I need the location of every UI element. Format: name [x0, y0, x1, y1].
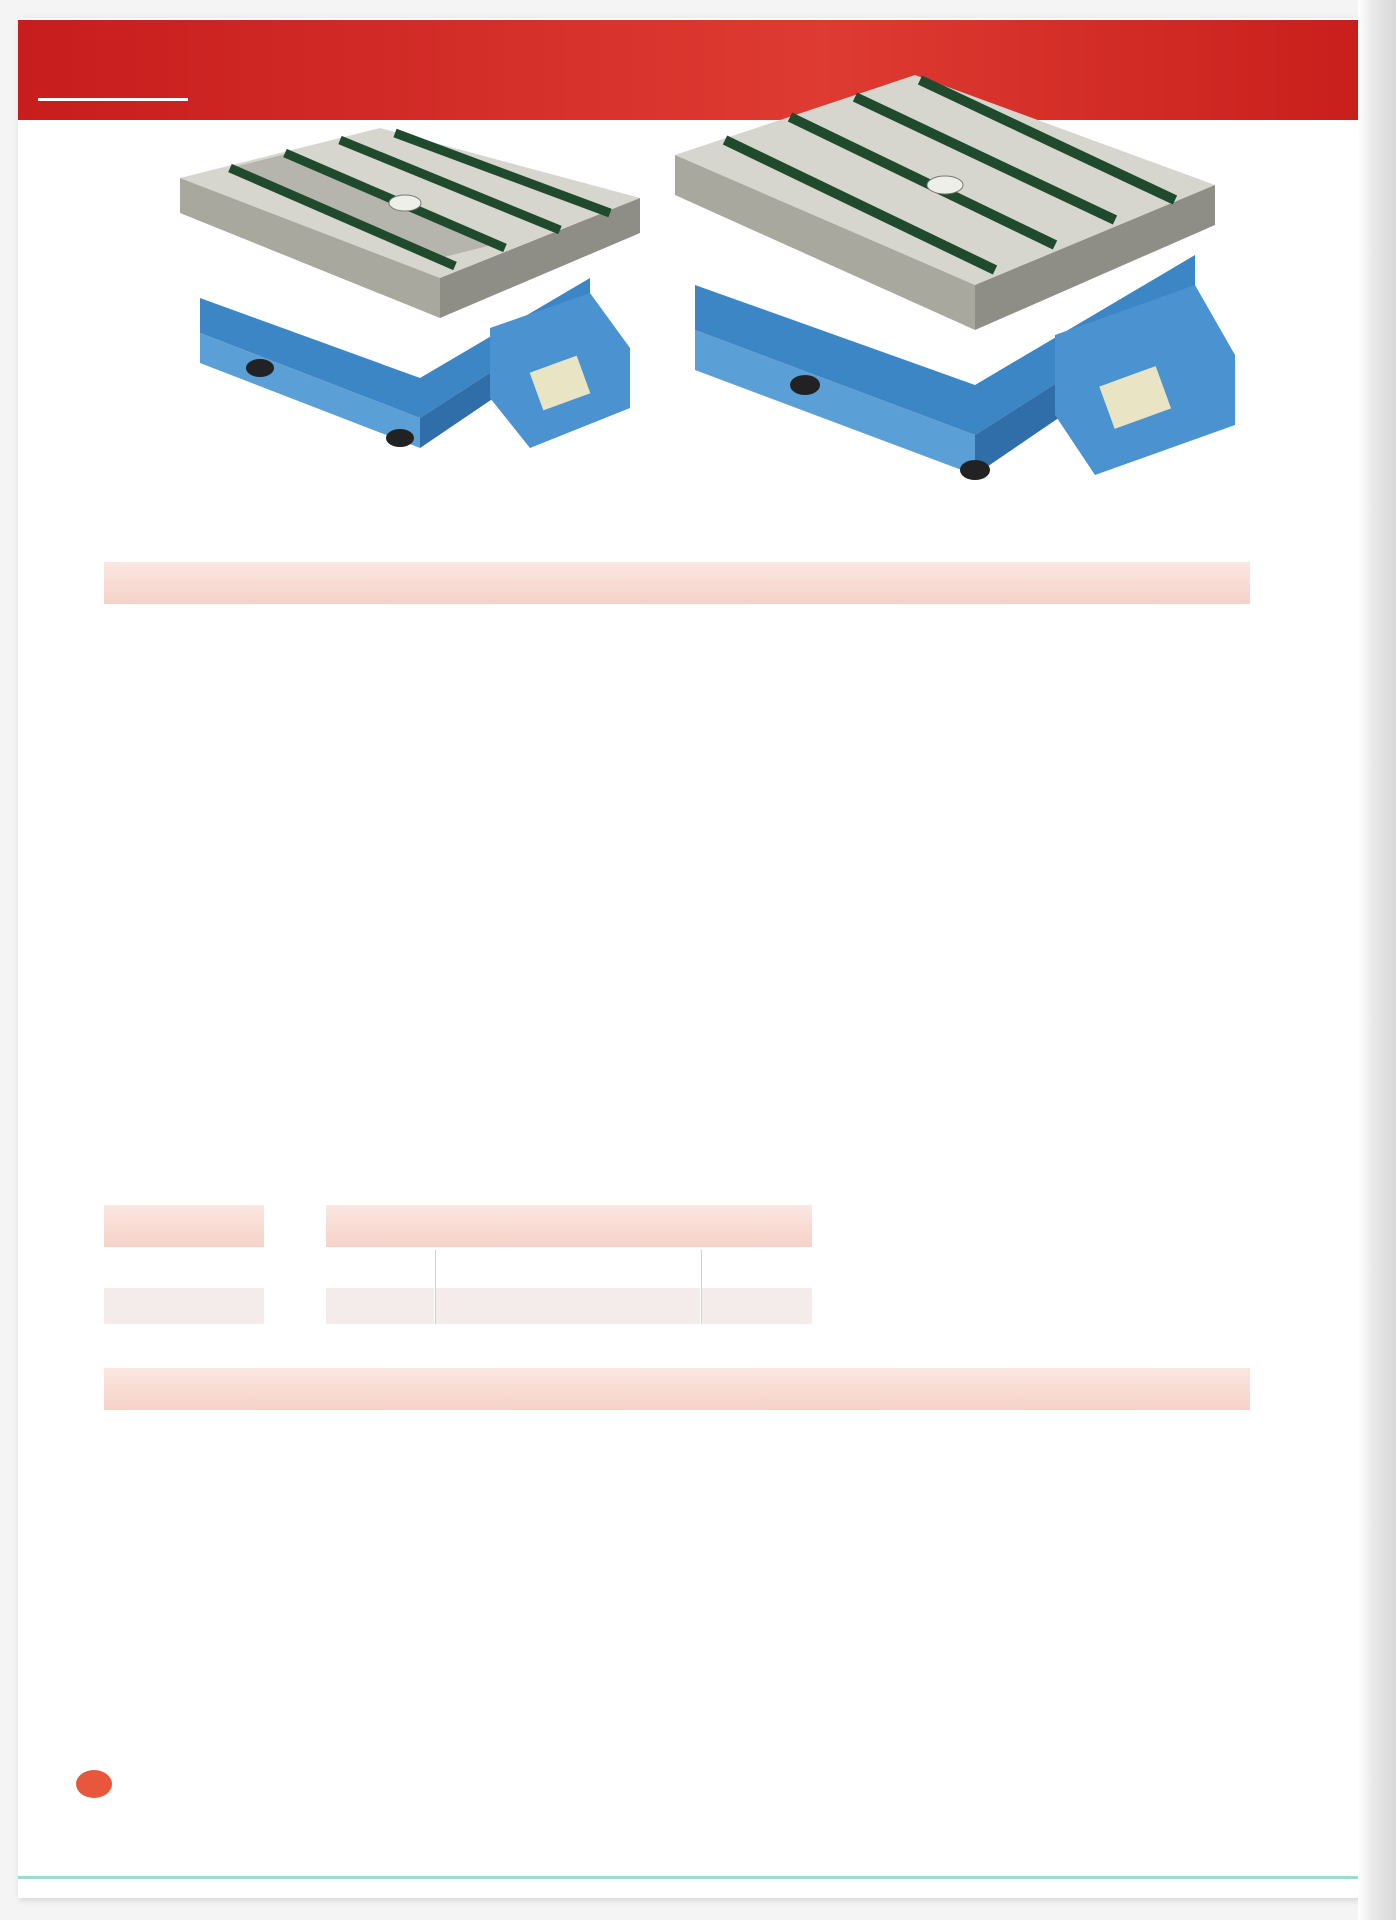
page-number-badge — [76, 1770, 112, 1798]
product-photo-small — [170, 118, 670, 458]
optional-accessories-title — [326, 1205, 812, 1247]
inspection-header-models — [512, 1412, 1250, 1450]
optional-item-special-seat — [326, 1250, 434, 1286]
optional-mark-3 — [702, 1288, 812, 1324]
standard-mark — [104, 1288, 264, 1324]
optional-item-tslot-size — [436, 1250, 700, 1286]
product-photo-large — [675, 55, 1235, 525]
acc-divider — [435, 1250, 436, 1324]
optional-mark-1 — [326, 1288, 434, 1324]
optional-mark-2 — [436, 1288, 700, 1324]
inspection-title — [104, 1368, 1250, 1410]
spec-header-models — [512, 562, 1250, 604]
standard-item — [104, 1250, 264, 1286]
optional-item-other — [702, 1250, 812, 1286]
banner-underline — [38, 98, 188, 101]
inspection-header-row — [104, 1412, 1250, 1450]
spec-header-row — [104, 562, 1250, 604]
standard-accessories-title — [104, 1205, 264, 1247]
inspection-table — [104, 1412, 1250, 1682]
spec-table — [104, 562, 1250, 1162]
bottom-rule — [18, 1876, 1358, 1879]
page-edge — [1358, 0, 1396, 1920]
acc-divider — [701, 1250, 702, 1324]
